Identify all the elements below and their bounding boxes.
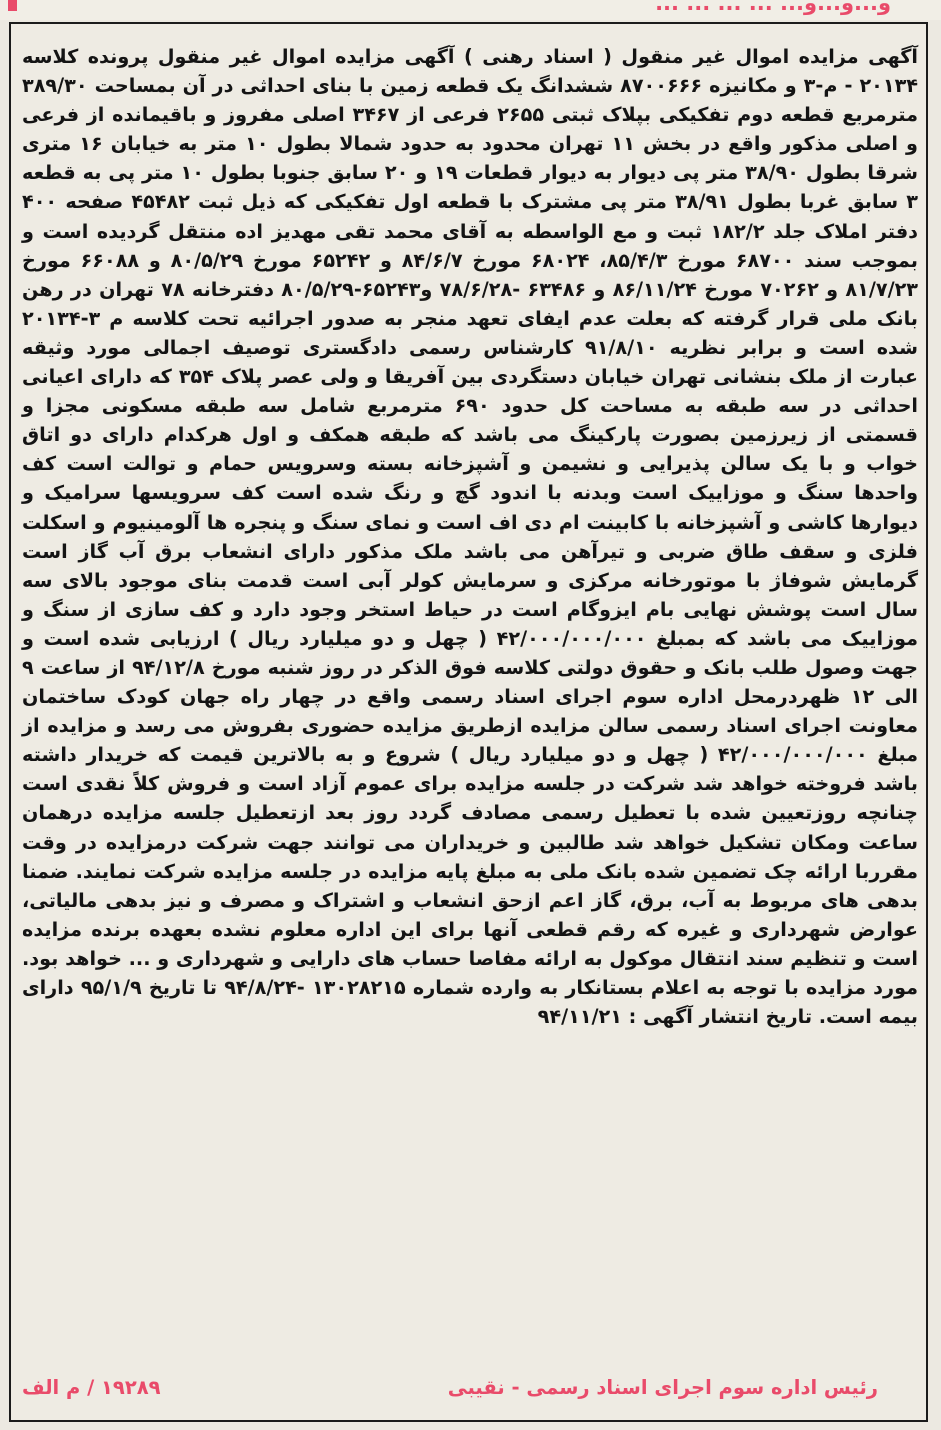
partial-header-text: و...و...و... ... ... ... ...	[655, 0, 891, 15]
red-mark-icon	[8, 0, 17, 11]
top-partial-header	[0, 0, 941, 20]
reference-code: ۱۹۲۸۹ / م الف	[22, 1376, 161, 1399]
notice-footer	[22, 1376, 918, 1406]
notice-body: آگهی مزایده اموال غیر منقول ( اسناد رهنی ) آگهی مزایده اموال غیر منقول پرونده کلاسه ۲۰۱۳۴ - م-۳ و مکانیزه ۸۷۰۰۶۶۶ ششدانگ یک قطعه زمین با بنای احداثی در آن بمساحت ۳۸۹/۳۰ مترمربع قطعه دوم تفکیکی بپلاک ثبتی ۲۶۵۵ فرعی از ۳۴۶۷ اصلی مفروز و باقیمانده از فرعی و اصلی مذکور واقع در بخش ۱۱ تهران محدود به حدود شمالا بطول ۱۰ متر به خیابان ۱۶ متری شرقا بطول ۳۸/۹۰ متر پی دیوار به دیوار قطعات ۱۹ و ۲۰ سابق جنوبا بطول ۱۰ متر پی به قطعه ۳ سابق غربا بطول ۳۸/۹۱ متر پی مشترک با قطعه اول تفکیکی که ذیل ثبت ۴۵۴۸۲ صفحه ۴۰۰ دفتر املاک جلد ۱۸۲/۲ ثبت و مع الواسطه به آقای محمد تقی مهدیز اده منتقل گردیده است و بموجب سند ۶۸۷۰۰ مورخ ۸۵/۴/۳، ۶۸۰۲۴ مورخ ۸۴/۶/۷ و ۶۵۲۴۲ مورخ ۸۰/۵/۲۹ و ۶۶۰۸۸ مورخ ۸۱/۷/۲۳ و ۷۰۲۶۲ مورخ ۸۶/۱۱/۲۴ و ۶۳۴۸۶ -۷۸/۶/۲۸ و۶۵۲۴۳-۸۰/۵/۲۹ دفترخانه ۷۸ تهران در رهن بانک ملی قرار گرفته که بعلت عدم ایفای تعهد منجر به صدور اجرائیه تحت کلاسه م ۳-۲۰۱۳۴ شده است و برابر نظریه ۹۱/۸/۱۰ کارشناس رسمی دادگستری توصیف اجمالی مورد وثیقه عبارت از ملک بنشانی تهران خیابان دستگردی بین آفریقا و ولی عصر پلاک ۳۵۴ که دارای اعیانی احداثی در سه طبقه به مساحت کل حدود ۶۹۰ مترمربع شامل سه طبقه مسکونی مجزا و قسمتی از زیرزمین بصورت پارکینگ می باشد که طبقه همکف و اول هرکدام دارای دو اتاق خواب و با یک سالن پذیرایی و نشیمن و آشپزخانه بسته وسرویس حمام و توالت است کف واحدها سنگ و موزاییک است وبدنه با اندود گچ و رنگ شده است کف سرویسها سرامیک و دیوارها کاشی و آشپزخانه با کابینت ام دی اف است و نمای سنگ و پنجره ها آلومینیوم و اسکلت فلزی و سقف طاق ضربی و تیرآهن می باشد ملک مذکور دارای انشعاب برق آب گاز است گرمایش شوفاژ با موتورخانه مرکزی و سرمایش کولر آبی است قدمت بنای موجود بالای سه سال است پوشش نهایی بام ایزوگام است در حیاط استخر وجود دارد و کف سازی از سنگ و موزاییک می باشد که بمبلغ ۴۲/۰۰۰/۰۰۰/۰۰۰ ( چهل و دو میلیارد ریال ) ارزیابی شده است و جهت وصول طلب بانک و حقوق دولتی کلاسه فوق الذکر در روز شنبه مورخ ۹۴/۱۲/۸ از ساعت ۹ الی ۱۲ ظهردرمحل اداره سوم اجرای اسناد رسمی واقع در چهار راه جهان کودک ساختمان معاونت اجرای اسناد رسمی سالن مزایده ازطریق مزایده حضوری بفروش می رسد و مزایده از مبلغ ۴۲/۰۰۰/۰۰۰/۰۰۰ ( چهل و دو میلیارد ریال ) شروع و به بالاترین قیمت که خریدار داشته باشد فروخته خواهد شد شرکت در جلسه مزایده برای عموم آزاد است و فروش کلاً نقدی است چنانچه روزتعیین شده با تعطیل رسمی مصادف گردد روز بعد ازتعطیل جلسه مزایده درهمان ساعت ومکان تشکیل خواهد شد طالبین و خریداران می توانند جهت شرکت درمزایده در وقت مقرربا ارائه چک تضمین شده بانک ملی به مبلغ پایه مزایده در جلسه مزایده شرکت نمایند. ضمنا بدهی های مربوط به آب، برق، گاز اعم ازحق انشعاب و اشتراک و مصرف و نیز بدهی مالیاتی، عوارض شهرداری و غیره که رقم قطعی آنها برای این اداره معلوم نشده بعهده برنده مزایده است و تنظیم سند انتقال موکول به ارائه مفاصا حساب های دارایی و شهرداری و ... خواهد بود. مورد مزایده با توجه به اعلام بستانکار به وارده شماره ۱۳۰۲۸۲۱۵ -۹۴/۸/۲۴ تا تاریخ ۹۵/۱/۹ دارای بیمه است. تاریخ انتشار آگهی : ۹۴/۱۱/۲۱	[22, 45, 919, 1029]
signature-line: رئیس اداره سوم اجرای اسناد رسمی - نقیبی	[447, 1376, 878, 1399]
